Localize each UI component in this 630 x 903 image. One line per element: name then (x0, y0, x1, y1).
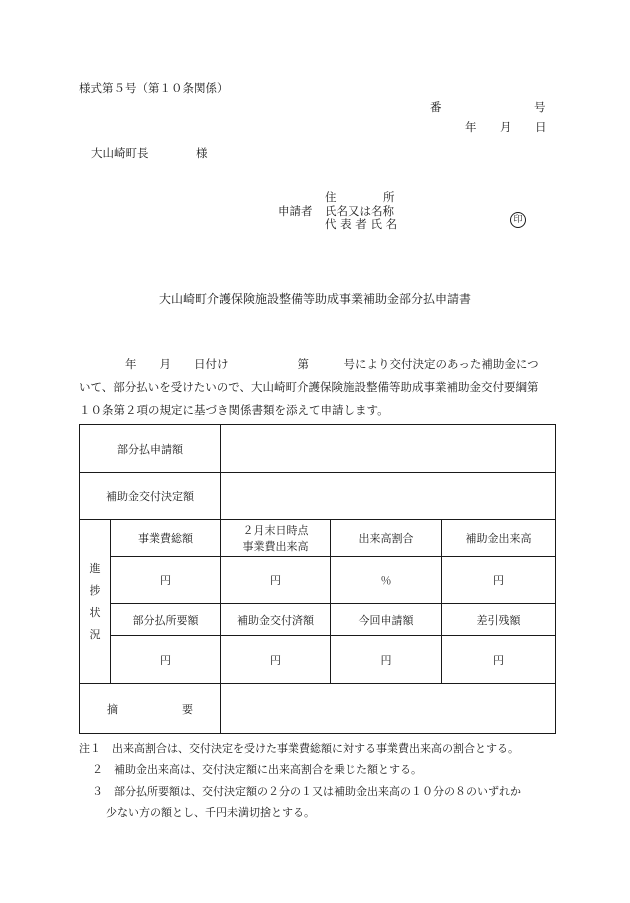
required-amount-value[interactable]: 円 (111, 636, 221, 684)
partial-request-label: 部分払申請額 (80, 425, 221, 473)
decided-amount-label: 補助金交付決定額 (80, 473, 221, 520)
body-line-2: いて、部分払いを受けたいので、大山崎町介護保険施設整備等助成事業補助金交付要綱第 (79, 380, 539, 394)
progress-status-text: 進 捗 状 況 (89, 561, 101, 641)
header-subsidy-progress: 補助金出来高 (442, 520, 556, 557)
current-request-value[interactable]: 円 (331, 636, 442, 684)
date-year-label: 年 (465, 120, 477, 134)
document-title: 大山崎町介護保険施設整備等助成事業補助金部分払申請書 (158, 292, 471, 306)
feb-progress-value[interactable]: 円 (221, 557, 331, 604)
header-total-cost: 事業費総額 (111, 520, 221, 557)
progress-status-label (80, 520, 111, 684)
note-2: ２ 補助金出来高は、交付決定額に出来高割合を乗じた額とする。 (92, 763, 422, 776)
applicant-representative-label: 代 表 者 氏 名 (325, 217, 398, 231)
form-label: 様式第５号（第１０条関係） (79, 81, 229, 95)
note-3: ３ 部分払所要額は、交付決定額の２分の１又は補助金出来高の１０分の８のいずれか (92, 785, 521, 798)
addressee-honorific: 様 (196, 146, 208, 160)
header-current-request: 今回申請額 (331, 604, 442, 636)
subsidy-progress-value[interactable]: 円 (442, 557, 556, 604)
number-suffix: 号 (534, 100, 546, 114)
remarks-label (80, 684, 221, 734)
date-month-label: 月 (500, 120, 512, 134)
applicant-name-label: 氏名又は名称 (325, 204, 394, 218)
applicant-label: 申請者 (278, 204, 313, 218)
header-required-amount: 部分払所要額 (111, 604, 221, 636)
partial-request-value[interactable] (221, 425, 556, 473)
remarks-label-b: 要 (182, 702, 193, 716)
applicant-address-label-a: 住 (325, 190, 337, 204)
note-3-continued: 少ない方の額とし、千円未満切捨とする。 (106, 806, 315, 819)
header-balance: 差引残額 (442, 604, 556, 636)
balance-value[interactable]: 円 (442, 636, 556, 684)
progress-ratio-value[interactable]: ％ (331, 557, 442, 604)
remarks-label-a: 摘 (107, 702, 118, 716)
header-feb-progress (221, 520, 331, 557)
total-cost-value[interactable]: 円 (111, 557, 221, 604)
applicant-address-label-b: 所 (383, 190, 395, 204)
seal-icon: 印 (510, 212, 526, 228)
application-table (79, 424, 556, 734)
body-line-1: 年 月 日付け 第 号により交付決定のあった補助金につ (79, 357, 539, 371)
header-paid-amount: 補助金交付済額 (221, 604, 331, 636)
number-label: 番 (430, 100, 442, 114)
note-1: 注１ 出来高割合は、交付決定を受けた事業費総額に対する事業費出来高の割合とする。 (79, 742, 519, 755)
date-day-label: 日 (535, 120, 547, 134)
paid-amount-value[interactable]: 円 (221, 636, 331, 684)
header-feb-progress-line2: 事業費出来高 (242, 540, 309, 553)
addressee-name: 大山崎町長 (91, 146, 149, 160)
decided-amount-value[interactable] (221, 473, 556, 520)
body-line-3: １０条第２項の規定に基づき関係書類を添えて申請します。 (79, 403, 389, 417)
header-feb-progress-line1: ２月末日時点 (242, 524, 309, 537)
remarks-value[interactable] (221, 684, 556, 734)
header-progress-ratio: 出来高割合 (331, 520, 442, 557)
